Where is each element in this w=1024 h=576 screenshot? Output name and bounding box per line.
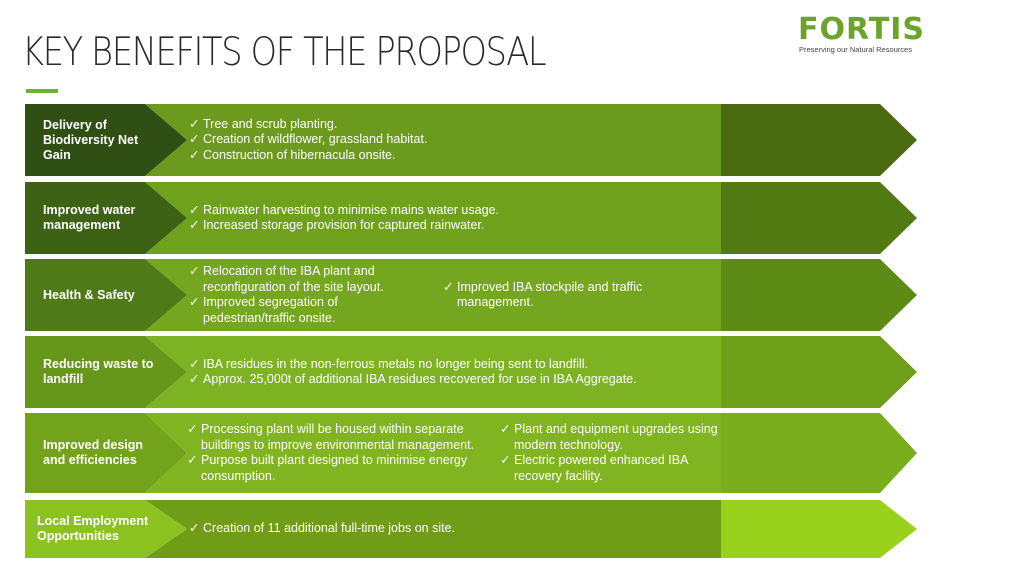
bullet-item [189, 521, 589, 537]
row-label: Delivery of Biodiversity Net Gain [43, 117, 139, 162]
bullet-item [189, 357, 639, 373]
bullet-text: IBA residues in the non-ferrous metals no longer being sent to landfill. [203, 356, 588, 371]
logo-wordmark: FORTIS [798, 12, 925, 47]
checkmark-icon: ✓ [189, 218, 200, 232]
arrow-head [721, 104, 917, 176]
bullet-column [500, 422, 725, 484]
arrow-head [721, 182, 917, 254]
benefit-row [25, 182, 920, 254]
logo-tagline: Preserving our Natural Resources [799, 45, 912, 54]
bullet-column [189, 264, 429, 326]
bullet-column [443, 280, 703, 311]
arrow-head [721, 413, 917, 493]
bullet-column [189, 357, 639, 388]
checkmark-icon: ✓ [189, 147, 200, 162]
page-title: KEY BENEFITS OF THE PROPOSAL [22, 30, 546, 75]
bullet-text: Construction of hibernacula onsite. [203, 147, 396, 162]
bullet-text: Electric powered enhanced IBA recovery facility. [514, 453, 688, 483]
arrow-head [721, 336, 917, 408]
bullet-text: Rainwater harvesting to minimise mains water usage. [203, 202, 499, 217]
bullet-item [500, 453, 725, 484]
bullet-column [189, 203, 609, 234]
benefit-row [25, 259, 920, 331]
fortis-logo [798, 12, 925, 56]
bullet-item [187, 422, 502, 453]
checkmark-icon: ✓ [189, 295, 200, 309]
row-label: Improved design and efficiencies [43, 438, 144, 467]
checkmark-icon: ✓ [189, 521, 200, 535]
checkmark-icon: ✓ [187, 422, 198, 436]
bullet-text: Approx. 25,000t of additional IBA residues recovered for use in IBA Aggregate. [203, 372, 637, 386]
checkmark-icon: ✓ [189, 372, 200, 386]
bullet-text: Plant and equipment upgrades using modern technology. [514, 422, 718, 452]
bullet-column [189, 117, 569, 164]
benefit-row [25, 336, 920, 408]
checkmark-icon: ✓ [189, 116, 200, 131]
arrow-head [721, 500, 917, 558]
bullet-text: Processing plant will be housed within separate buildings to improve environmental management. [201, 422, 475, 452]
bullet-text: Tree and scrub planting. [203, 116, 338, 131]
bullet-text: Relocation of the IBA plant and reconfiguration of the site layout. [203, 264, 384, 294]
bullet-item [189, 218, 609, 234]
bullet-text: Purpose built plant designed to minimise energy consumption. [201, 453, 468, 483]
row-label: Reducing waste to landfill [43, 357, 154, 386]
bullet-item [189, 295, 429, 326]
checkmark-icon: ✓ [500, 422, 511, 436]
checkmark-icon: ✓ [500, 453, 511, 467]
bullet-item [189, 148, 569, 164]
benefit-row [25, 413, 920, 493]
bullet-item [189, 372, 639, 388]
row-label: Local Employment Opportunities [37, 514, 149, 543]
checkmark-icon: ✓ [189, 202, 200, 217]
arrow-head [721, 259, 917, 331]
bullet-text: Creation of 11 additional full-time jobs on site. [203, 521, 455, 535]
checkmark-icon: ✓ [189, 132, 200, 146]
bullet-text: Creation of wildflower, grassland habitat. [203, 132, 428, 146]
bullet-column [187, 422, 502, 484]
checkmark-icon: ✓ [189, 356, 200, 371]
bullet-column [189, 521, 589, 537]
bullet-item [500, 422, 725, 453]
bullet-item [189, 264, 429, 295]
checkmark-icon: ✓ [189, 264, 200, 278]
bullet-text: Increased storage provision for captured rainwater. [203, 218, 485, 232]
bullet-item [189, 132, 569, 148]
bullet-item [443, 280, 703, 311]
row-label: Health & Safety [43, 287, 135, 302]
bullet-item [189, 117, 569, 133]
checkmark-icon: ✓ [443, 279, 454, 294]
bullet-item [189, 203, 609, 219]
title-underline [26, 89, 58, 93]
benefit-row [25, 500, 920, 558]
checkmark-icon: ✓ [187, 453, 198, 467]
row-label: Improved water management [43, 203, 136, 232]
bullet-text: Improved IBA stockpile and traffic management. [457, 279, 643, 309]
bullet-text: Improved segregation of pedestrian/traffic onsite. [203, 295, 338, 325]
bullet-item [187, 453, 502, 484]
benefit-row [25, 104, 920, 176]
